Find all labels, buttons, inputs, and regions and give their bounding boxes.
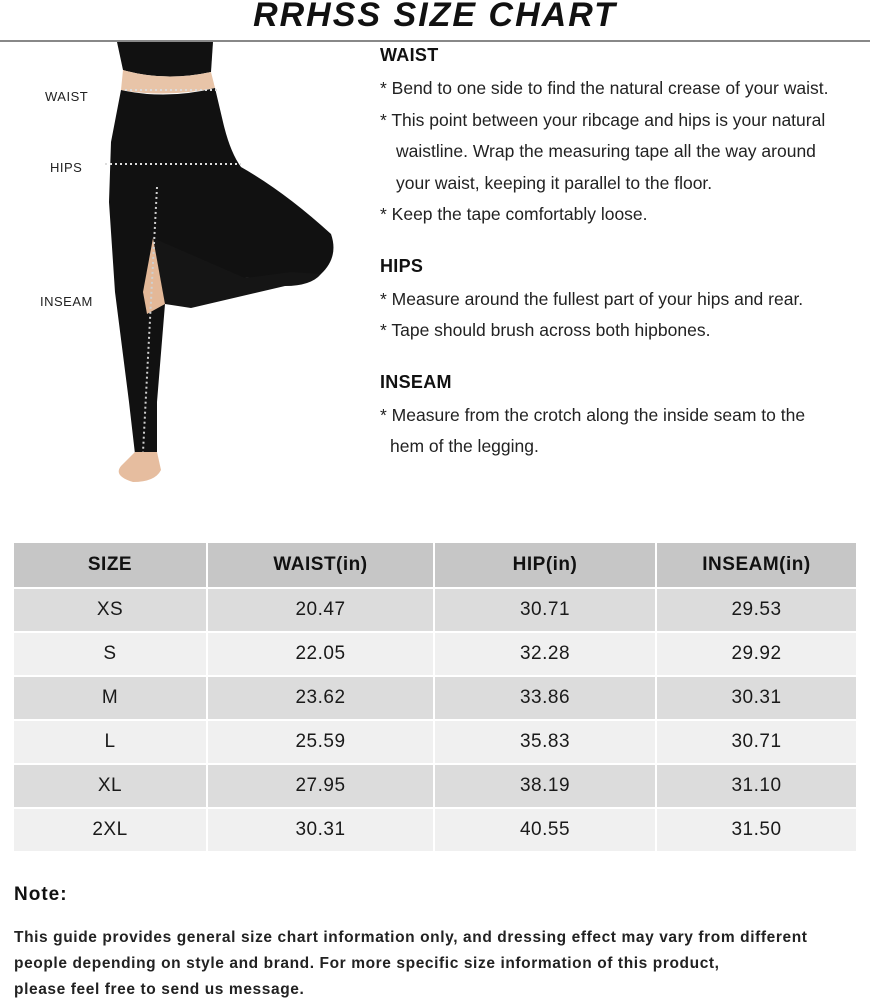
size-cell: S	[14, 633, 208, 677]
table-row	[14, 589, 856, 633]
waist-bullet-1: * Bend to one side to find the natural crease of your waist.	[380, 78, 829, 98]
hip-cell: 35.83	[435, 721, 657, 765]
note-text	[14, 925, 864, 1003]
waist-cell: 20.47	[208, 589, 435, 633]
hip-cell: 38.19	[435, 765, 657, 809]
waist-cell: 25.59	[208, 721, 435, 765]
legging-model-illustration	[95, 42, 345, 487]
inseam-cell: 31.10	[657, 765, 856, 809]
waist-heading: WAIST	[380, 45, 439, 65]
table-row	[14, 765, 856, 809]
hips-section	[380, 255, 860, 347]
hips-bullet-2: * Tape should brush across both hipbones.	[380, 320, 711, 340]
table-row	[14, 809, 856, 853]
table-row	[14, 677, 856, 721]
size-cell: XL	[14, 765, 208, 809]
note-line-1: This guide provides general size chart information only, and dressing effect may vary from different	[14, 929, 808, 946]
waist-bullet-2-line-2: waistline. Wrap the measuring tape all the way around	[396, 141, 816, 161]
waist-cell: 27.95	[208, 765, 435, 809]
hip-cell: 40.55	[435, 809, 657, 853]
hip-cell: 32.28	[435, 633, 657, 677]
inseam-cell: 30.71	[657, 721, 856, 765]
inseam-cell: 30.31	[657, 677, 856, 721]
inseam-cell: 29.53	[657, 589, 856, 633]
note-line-3: please feel free to send us message.	[14, 981, 305, 998]
inseam-heading: INSEAM	[380, 371, 452, 392]
inseam-cell: 29.92	[657, 633, 856, 677]
waist-bullet-2-line-3: your waist, keeping it parallel to the floor.	[396, 172, 713, 193]
size-chart-table	[14, 543, 856, 853]
inseam-bullet-1-line-1: * Measure from the crotch along the inside seam to the	[380, 404, 806, 425]
waist-cell: 23.62	[208, 677, 435, 721]
figure-label-waist: WAIST	[45, 89, 89, 104]
hip-cell: 33.86	[435, 677, 657, 721]
col-header-size: SIZE	[14, 543, 208, 589]
waist-bullet-2-line-1: * This point between your ribcage and hips is your natural	[380, 109, 826, 130]
inseam-cell: 31.50	[657, 809, 856, 853]
page-title: RRHSS SIZE CHART	[253, 0, 617, 34]
inseam-bullet-1	[380, 400, 860, 463]
table-row	[14, 633, 856, 677]
size-cell: M	[14, 677, 208, 721]
col-header-inseam: INSEAM(in)	[657, 543, 856, 589]
note-line-2: people depending on style and brand. For more specific size information of this product,	[14, 955, 720, 972]
waist-bullet-3: * Keep the tape comfortably loose.	[380, 204, 648, 224]
inseam-section	[380, 371, 860, 463]
foot-skin	[119, 452, 161, 482]
inseam-bullet-1-line-2: hem of the legging.	[390, 436, 539, 456]
size-cell: 2XL	[14, 809, 208, 853]
hip-cell: 30.71	[435, 589, 657, 633]
table-header-row	[14, 543, 856, 589]
waist-bullet-2	[380, 105, 860, 200]
col-header-hip: HIP(in)	[435, 543, 657, 589]
figure-label-inseam: INSEAM	[40, 294, 93, 309]
waist-section	[380, 44, 860, 231]
size-cell: XS	[14, 589, 208, 633]
table-row	[14, 721, 856, 765]
waist-cell: 22.05	[208, 633, 435, 677]
col-header-waist: WAIST(in)	[208, 543, 435, 589]
size-cell: L	[14, 721, 208, 765]
crop-top-shape	[117, 42, 213, 77]
measurement-instructions	[380, 44, 860, 487]
hips-bullet-1: * Measure around the fullest part of your hips and rear.	[380, 288, 804, 309]
hips-heading: HIPS	[380, 255, 424, 276]
note-heading: Note:	[14, 884, 68, 905]
waist-cell: 30.31	[208, 809, 435, 853]
figure-label-hips: HIPS	[50, 160, 83, 175]
